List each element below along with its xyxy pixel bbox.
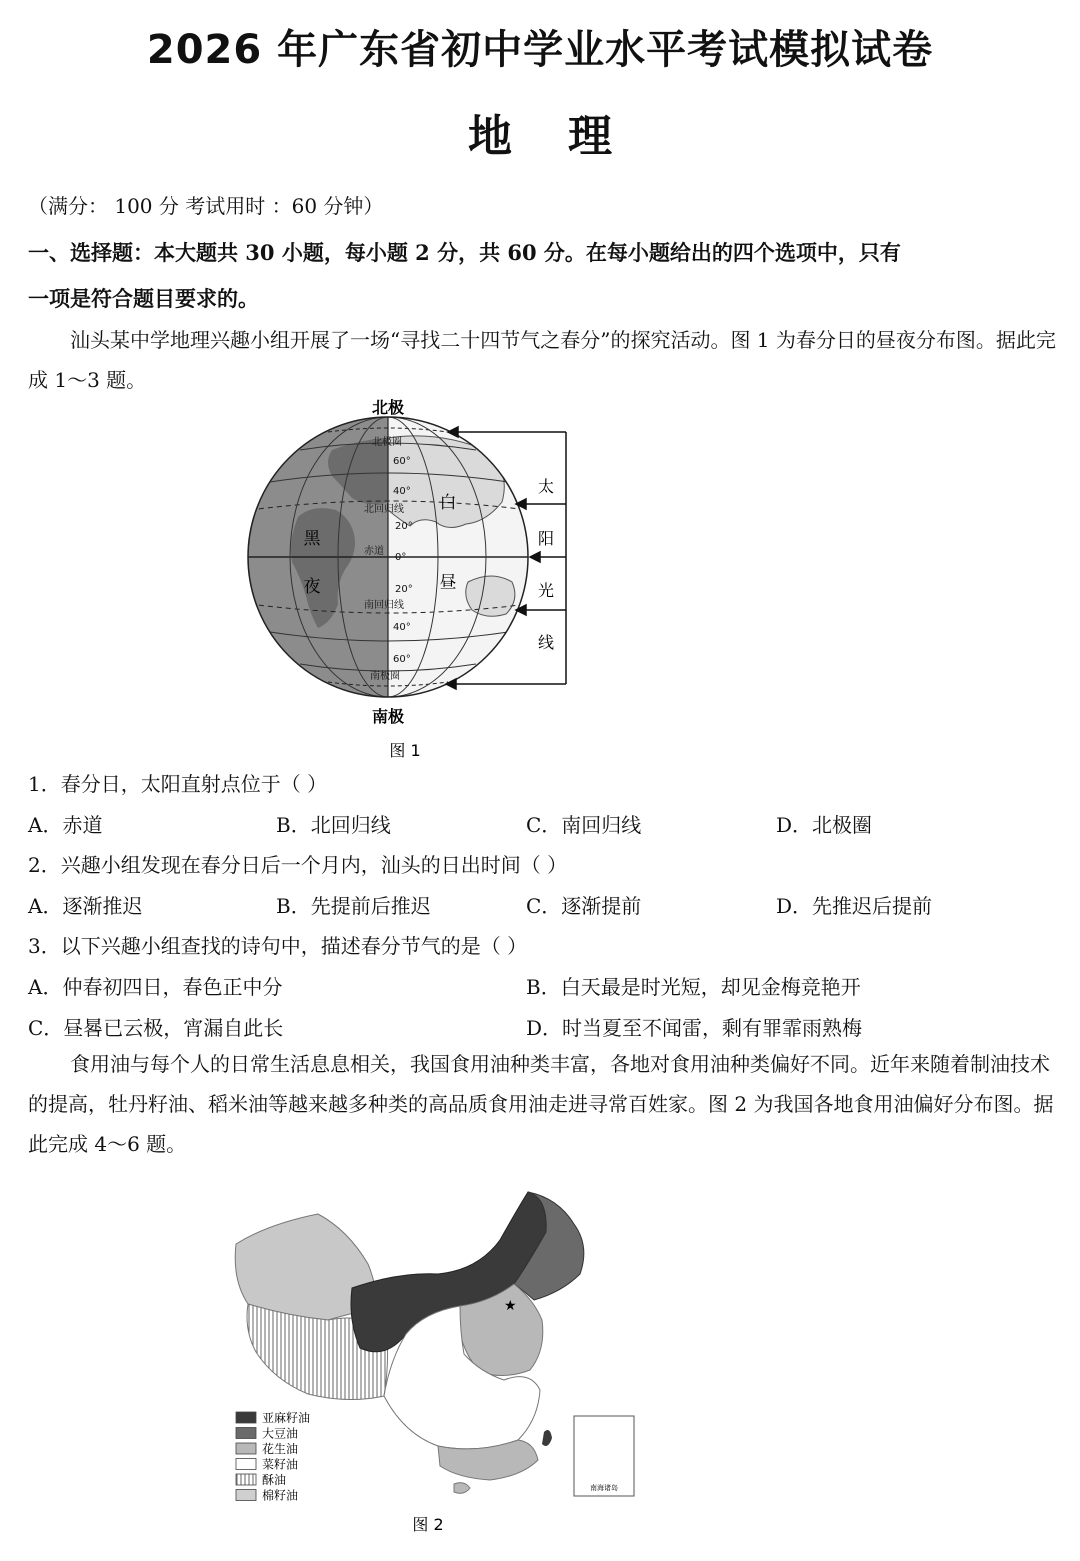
north-pole-label: 北极 <box>371 398 405 417</box>
legend-swatch <box>236 1459 256 1470</box>
beijing-star-icon: ★ <box>504 1298 517 1314</box>
subject-char-2: 理 <box>568 111 612 162</box>
q1-option-c: C．南回归线 <box>526 813 642 837</box>
legend-label: 大豆油 <box>262 1426 299 1441</box>
question-3-stem: 3．以下兴趣小组查找的诗句中，描述春分节气的是（ ） <box>28 934 528 958</box>
day-label-1: 白 <box>439 493 457 513</box>
tropic-cancer-label: 北回归线 <box>364 504 404 515</box>
equator-label: 赤道 <box>364 546 384 557</box>
legend-label: 菜籽油 <box>262 1457 299 1472</box>
exam-title: 2026 年广东省初中学业水平考试模拟试卷 <box>146 27 934 73</box>
q3-option-a: A．仲春初四日，春色正中分 <box>28 975 283 999</box>
passage-2: 食用油与每个人的日常生活息息相关，我国食用油种类丰富，各地对食用油种类偏好不同。近年来随着制油技术的提高，牡丹籽油、稻米油等越来越多种类的高品质食用油走进寻常百姓家。图 2 为我国各地食用油偏好分布图。据此完成 4～6 题。 <box>28 1052 1054 1156</box>
q3-option-d: D．时当夏至不闻雷，剩有罪霏雨熟梅 <box>526 1016 863 1040</box>
question-1-stem: 1．春分日，太阳直射点位于（ ） <box>28 772 328 796</box>
legend-swatch <box>236 1412 256 1423</box>
day-label-2: 昼 <box>439 573 457 593</box>
inset-label: 南海诸岛 <box>590 1484 618 1492</box>
map-region-hainan <box>454 1483 470 1494</box>
sunlight-label-2: 阳 <box>537 529 555 548</box>
figure-2-caption: 图 2 <box>412 1515 444 1534</box>
sunlight-label-3: 光 <box>537 581 555 600</box>
arctic-circle-label: 北极圈 <box>372 437 402 448</box>
tropic-capricorn-label: 南回归线 <box>364 600 404 611</box>
legend-label: 花生油 <box>262 1442 299 1456</box>
lat-20s-label: 20° <box>395 584 413 595</box>
q2-option-b: B．先提前后推迟 <box>276 894 431 918</box>
map-legend <box>236 1410 310 1503</box>
antarctic-circle-label: 南极圈 <box>370 671 400 682</box>
figure-1-daynight-globe <box>240 392 580 764</box>
q2-option-d: D．先推迟后提前 <box>776 894 933 918</box>
night-label-1: 黑 <box>303 529 321 549</box>
lat-40n-label: 40° <box>393 486 411 497</box>
australia-landmass <box>466 576 515 616</box>
subject-char-1: 地 <box>468 111 512 162</box>
q1-option-a: A．赤道 <box>28 813 103 837</box>
legend-swatch <box>236 1490 256 1501</box>
figure-2-oil-preference-map <box>228 1184 648 1544</box>
legend-swatch <box>236 1443 256 1454</box>
q1-option-d: D．北极圈 <box>776 813 873 837</box>
legend-swatch <box>236 1428 256 1439</box>
south-pole-label: 南极 <box>371 707 405 726</box>
legend-label: 亚麻籽油 <box>262 1411 311 1425</box>
sunlight-label-4: 线 <box>537 633 555 652</box>
passage-1: 汕头某中学地理兴趣小组开展了一场“寻找二十四节气之春分”的探究活动。图 1 为春分日的昼夜分布图。据此完成 1～3 题。 <box>28 328 1056 392</box>
q3-option-b: B．白天最是时光短，却见金梅竞艳开 <box>526 975 861 999</box>
lat-60s-label: 60° <box>393 654 411 665</box>
asia-landmass <box>388 436 504 528</box>
section-heading-line1: 一、选择题：本大题共 30 小题，每小题 2 分，共 60 分。在每小题给出的四个选项中，只有 <box>28 240 901 265</box>
exam-info: （满分： 100 分 考试用时 ：60 分钟） <box>28 194 384 218</box>
lat-40s-label: 40° <box>393 622 411 633</box>
q2-option-c: C．逐渐提前 <box>526 894 642 918</box>
legend-label: 酥油 <box>262 1473 287 1487</box>
legend-swatch <box>236 1474 256 1485</box>
figure-1-caption: 图 1 <box>389 741 421 760</box>
map-region-taiwan <box>542 1430 552 1446</box>
sunlight-label-1: 太 <box>537 477 555 496</box>
q2-option-a: A．逐渐推迟 <box>28 894 143 918</box>
question-2-stem: 2．兴趣小组发现在春分日后一个月内，汕头的日出时间（ ） <box>28 853 568 877</box>
section-heading-line2: 一项是符合题目要求的。 <box>28 286 259 311</box>
lat-60n-label: 60° <box>393 456 411 467</box>
lat-0-label: 0° <box>395 552 407 563</box>
subject-title <box>0 100 1080 164</box>
night-label-2: 夜 <box>303 577 321 597</box>
q1-option-b: B．北回归线 <box>276 813 391 837</box>
legend-label: 棉籽油 <box>262 1488 299 1503</box>
lat-20n-label: 20° <box>395 521 413 532</box>
q3-option-c: C．昼晷已云极，宵漏自此长 <box>28 1016 284 1040</box>
